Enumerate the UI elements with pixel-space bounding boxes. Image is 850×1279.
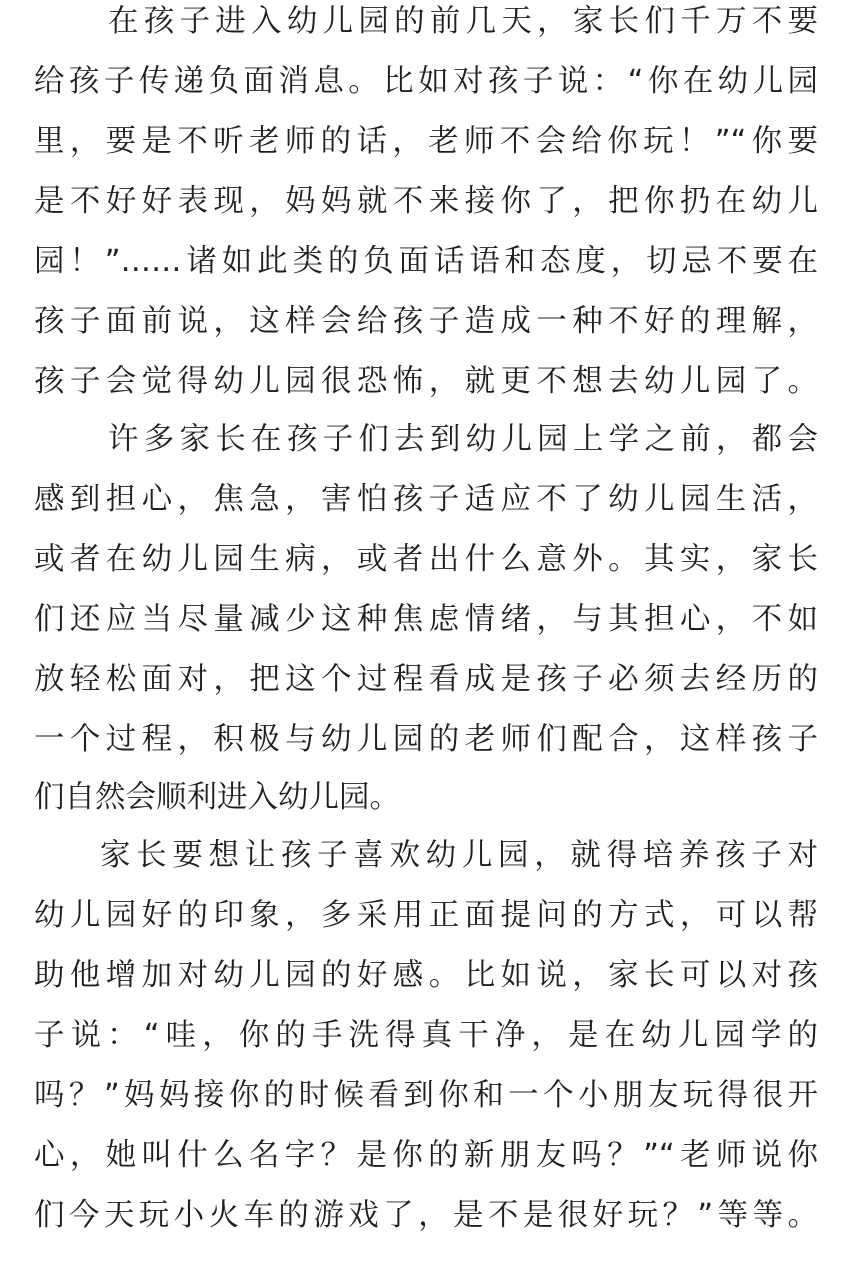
text-line: 许多家长在孩子们去到幼儿园上学之前，都会 <box>108 422 818 457</box>
text-line: 或者在幼儿园生病，或者出什么意外。其实，家长 <box>34 542 818 577</box>
text-line: 心，她叫什么名字？是你的新朋友吗？”“老师说你 <box>34 1138 818 1173</box>
text-line: 子说：“哇，你的手洗得真干净，是在幼儿园学的 <box>34 1018 818 1053</box>
text-line: 孩子面前说，这样会给孩子造成一种不好的理解， <box>34 304 818 339</box>
text-line: 放轻松面对，把这个过程看成是孩子必须去经历的 <box>34 662 818 697</box>
text-line: 一个过程，积极与幼儿园的老师们配合，这样孩子 <box>34 722 818 757</box>
text-line: 感到担心，焦急，害怕孩子适应不了幼儿园生活， <box>34 482 818 517</box>
text-line: 园！”……诸如此类的负面话语和态度，切忌不要在 <box>34 244 818 279</box>
text-line: 在孩子进入幼儿园的前几天，家长们千万不要 <box>108 4 818 39</box>
text-line: 里，要是不听老师的话，老师不会给你玩！”“你要 <box>34 124 818 159</box>
text-line: 孩子会觉得幼儿园很恐怖，就更不想去幼儿园了。 <box>34 364 818 399</box>
text-line: 是不好好表现，妈妈就不来接你了，把你扔在幼儿 <box>34 184 818 219</box>
text-line: 们还应当尽量减少这种焦虑情绪，与其担心，不如 <box>34 602 818 637</box>
text-line: 助他增加对幼儿园的好感。比如说，家长可以对孩 <box>34 958 818 993</box>
text-line: 幼儿园好的印象，多采用正面提问的方式，可以帮 <box>34 898 818 933</box>
text-line: 们自然会顺利进入幼儿园。 <box>34 780 400 815</box>
text-line: 们今天玩小火车的游戏了，是不是很好玩？”等等。 <box>34 1198 818 1233</box>
text-line: 家长要想让孩子喜欢幼儿园，就得培养孩子对 <box>100 838 818 873</box>
text-line: 吗？”妈妈接你的时候看到你和一个小朋友玩得很开 <box>34 1078 818 1113</box>
text-line: 给孩子传递负面消息。比如对孩子说：“你在幼儿园 <box>34 64 818 99</box>
